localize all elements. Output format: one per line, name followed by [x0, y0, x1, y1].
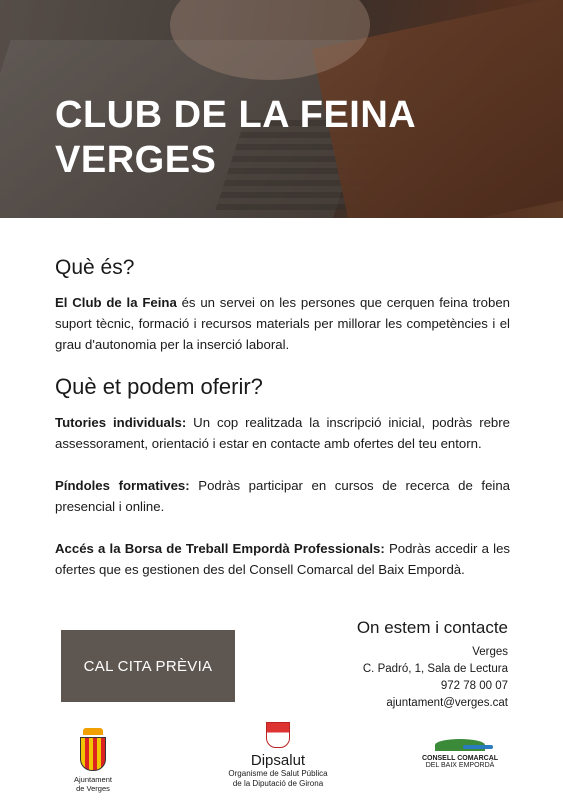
title-line-2: VERGES [55, 139, 217, 181]
appointment-button[interactable] [61, 630, 235, 702]
dipsalut-line-1: Organisme de Salut Pública [228, 769, 328, 778]
consell-line-2: DEL BAIX EMPORDÀ [425, 762, 495, 769]
contact-email[interactable]: ajuntament@verges.cat [386, 697, 508, 709]
offer-section [55, 374, 510, 580]
contact-block [357, 618, 508, 712]
landscape-icon [435, 735, 485, 751]
appointment-button-label: CAL CITA PRÈVIA [83, 657, 213, 675]
verges-logo-line-1: Ajuntament [74, 775, 112, 784]
contact-town: Verges [472, 646, 508, 658]
what-is-section [55, 256, 510, 355]
crest-icon [266, 722, 290, 748]
consell-line-1: CONSELL COMARCAL [421, 755, 499, 762]
shield-icon [80, 737, 106, 771]
what-is-heading: Què és? [55, 256, 135, 279]
hero-banner [0, 0, 563, 218]
offer-item-tutories: Tutories individuals: Un cop realitzada la inscripció inicial, podràs rebre assessorament, orientació i estar en contacte amb ofertes del teu entorn. [55, 415, 510, 451]
verges-logo-line-2: de Verges [76, 784, 110, 793]
dipsalut-line-2: de la Diputació de Girona [232, 779, 324, 788]
dipsalut-logo [218, 722, 338, 789]
offer-item-borsa: Accés a la Borsa de Treball Empordà Professionals: Podràs accedir a les ofertes que es gestionen des del Consell Comarcal del Baix Empordà. [55, 541, 510, 577]
page-title [55, 93, 416, 183]
consell-logo [415, 735, 505, 769]
title-line-1: CLUB DE LA FEINA [55, 94, 417, 136]
verges-logo [66, 728, 120, 793]
what-is-text: El Club de la Feina és un servei on les persones que cerquen feina troben suport tècnic, formació i recursos materials per millorar les competències i el grau d'autonomia per la inserció laboral. [55, 295, 510, 352]
offer-heading: Què et podem oferir? [55, 374, 263, 399]
offer-item-pindoles: Píndoles formatives: Podràs participar en cursos de recerca de feina presencial i online. [55, 478, 511, 514]
contact-phone[interactable]: 972 78 00 07 [440, 680, 508, 692]
contact-heading: On estem i contacte [356, 618, 508, 637]
dipsalut-name: Dipsalut [250, 752, 306, 769]
crown-icon [83, 728, 103, 735]
contact-address: C. Padró, 1, Sala de Lectura [362, 663, 508, 675]
